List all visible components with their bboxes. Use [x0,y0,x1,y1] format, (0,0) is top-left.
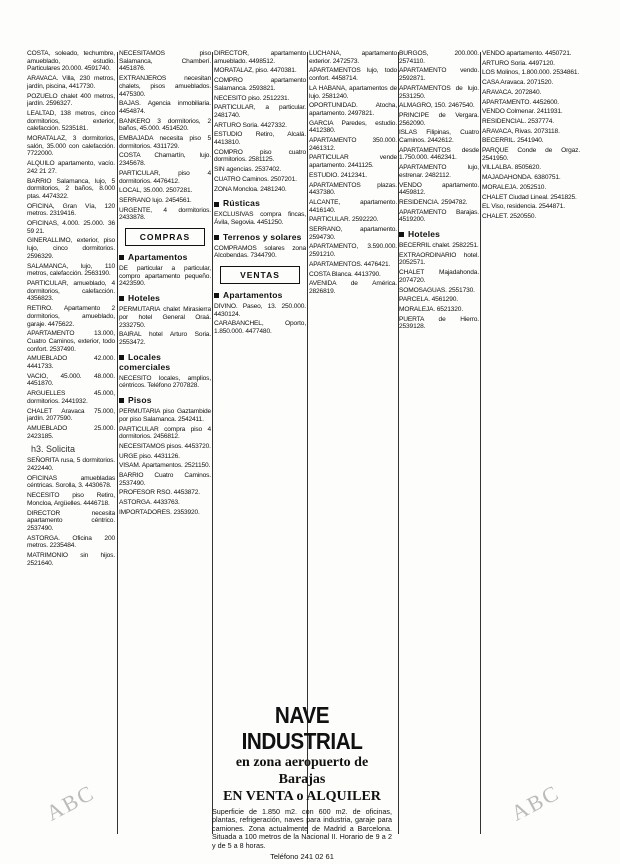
classified-ad: GARCIA Paredes, estudio. 4412380. [309,119,397,135]
classified-ad: MORATALAZ, piso. 4470381. [214,67,297,75]
classified-ad: AMUEBLADO 25.000. 2423185. [27,424,115,440]
column-rule [117,52,118,834]
classified-ad: VENDO Colmenar. 2411931. [482,108,563,116]
classified-ad: AVENIDA de América. 2826819. [309,280,397,295]
classified-ad: APARTAMENTO 350.000. 2461312. [309,137,397,152]
classified-ad: RESIDENCIA. 2594782. [399,198,468,206]
classified-ad: PARTICULAR compra piso 4 dormitorios. 2456812. [119,425,211,441]
classified-ad: PROFESOR RSO. 4453872. [119,489,200,497]
classified-ad: ARTURO Soria. 4427332. [214,121,287,129]
section-heading-label: Apartamentos [128,252,188,263]
classified-ad: ALCANTE, apartamento. 4416140. [309,198,397,214]
ventas-section-box: VENTAS [220,266,300,284]
ad-subheadline: EN VENTA o ALQUILER [223,789,381,804]
classified-ad: EXCLUSIVAS compra fincas, Ávila, Segovia. 4451250. [214,211,306,226]
classified-ad: OFICINAS amuebladas céntricas. Sorolla, 3. 4430678. [27,474,115,490]
classified-ad: OFICINA, Gran Vía, 120 metros. 2319416. [27,202,115,218]
column-4 [309,50,397,694]
section-heading [214,290,306,300]
section-heading-label: Locales comerciales [119,351,171,372]
classified-ad: APARTAMENTO Barajas. 4519200. [399,208,479,224]
ad-headline: NAVE INDUSTRIAL [241,702,363,754]
classified-ad: EMBAJADA necesita piso 5 dormitorios. 4311729. [119,135,211,150]
classified-ad: URGENTE, 4 dormitorios. 2433878. [119,206,211,222]
classified-ad: NECESITAMOS pisos. 4453720. [119,442,211,450]
classified-ad: EL Viso, residencia. 2544871. [482,203,565,211]
classified-ad: ALQUILO apartamento, vacío. 242 21 27. [27,160,115,175]
classified-ad: VENDO apartamento. 4459812. [399,181,479,197]
classified-ad: ASTORGA. Oficina 200 metros. 2235484. [27,534,115,550]
classified-ad: PUERTA de Hierro. 2539128. [399,315,479,331]
classified-ad: SOMOSAGUAS. 2551730. [399,286,475,294]
compras-section-box: COMPRAS [125,228,205,246]
classified-ad: APARTAMENTOS lujo, todo confort. 4458714. [309,67,397,83]
section-heading [119,352,211,372]
classified-ad: SALAMANCA, lujo, 110 metros, calefacción. 2563190. [27,262,115,278]
classified-ad: BECERRIL. 2541940. [482,137,544,145]
ad-body: Superficie de 1.850 m2. con 600 m2. de oficinas, plantas, refrigeración, naves para industria, garaje para camiones. Zona actualmente de Madrid a Barcelona. Situada a 100 metros de la Nacional II. Horario de 9 a 2 y de 5 a 8 horas. [212,807,392,850]
classified-ad: COSTA, soleado, techumbre, amueblado, estudio. Particulares 20.000. 4591740. [27,50,115,73]
section-heading [119,395,211,405]
classified-ad: SIN agencias. 2537402. [214,166,282,174]
classified-ad: APARTAMENTOS desde 1.750.000. 4462341. [399,146,479,162]
classified-ad: VACIO, 45.000. 48.000. 4451870. [27,372,115,388]
classified-ad: PARCELA. 4561290. [399,296,458,304]
classified-ad: DIRECTOR, apartamento amueblado. 4498512. [214,50,306,65]
nave-industrial-ad [212,702,392,862]
classified-ad: EXTRAORDINARIO hotel. 2052571. [399,251,479,267]
classified-ad: CARABANCHEL, Oporto, 1.850.000. 4477480. [214,320,306,336]
classified-ad: ISLAS Filipinas, Cuatro Caminos. 2442612. [399,129,479,145]
classified-ad: URGE piso. 4431126. [119,452,180,460]
classified-ad: ARAVACA. 2072840. [482,88,542,96]
classified-ad: APARTAMENTO, 3.590.000. 2591210. [309,243,397,259]
classified-ad: EXTRANJEROS necesitan chalets, pisos amueblados. 4475300. [119,75,211,98]
column-2 [119,50,211,836]
classified-ad: IMPORTADORES. 2353920. [119,508,200,516]
classified-ad: LUCHANA, apartamento exterior. 2472573. [309,50,397,65]
section-heading-label: Rústicas [223,198,261,209]
classified-ad: CHALET Ciudad Lineal. 2541825. [482,193,577,201]
classified-ad: BAIRAL hotel Arturo Soria. 2553472. [119,331,211,346]
column-6 [482,50,580,836]
classified-ad: COMPRAMOS solares zona Alcobendas. 7344790. [214,244,306,260]
classified-ad: BURGOS, 200.000. 2574110. [399,50,479,65]
classified-ad: PARTICULAR, amueblado, 4 dormitorios, calefacción. 4356823. [27,279,115,303]
classified-ad: RETIRO. Apartamento 2 dormitorios, amueblado, garaje. 4475622. [27,305,115,328]
classified-ad: PARTICULAR. 2592220. [309,216,379,224]
classified-ad: PARTICULAR, a particular. 2481740. [214,104,306,119]
section-heading-label: Apartamentos [223,290,283,301]
bullet-square-icon [214,293,219,298]
classified-ad: DE particular a particular, compro apartamento pequeño. 2423590. [119,265,211,288]
classified-ad: PRINCIPE de Vergara. 2562090. [399,111,479,127]
classified-ad: OPORTUNIDAD. Atocha, apartamento. 2497821. [309,102,397,117]
classified-ad: VISAM. Apartamentos. 2521150. [119,462,211,470]
classified-ad: BARRIO Cuatro Caminos. 2537490. [119,472,211,487]
classified-ad: DIRECTOR necesita apartamento céntrico. 2537490. [27,509,115,532]
classified-ad: PERMUTARIA piso Gaztambide por piso Salamanca. 2542411. [119,408,211,423]
section-heading-label: Pisos [128,395,152,406]
classified-ad: GINERALLIMO, exterior, piso lujo, cinco dormitorios. 2596329. [27,237,115,260]
classified-ad: NECESITAMOS piso Salamanca, Chamberí. 4451876. [119,50,211,73]
classified-ad: ZONA Moncloa. 2481240. [214,185,287,193]
classified-ad: OFICINAS, 4.000. 25.000. 36 59 21. [27,220,115,235]
classified-ad: ARTURO Soria. 4497120. [482,59,555,67]
bullet-square-icon [119,296,124,301]
classified-ad: ARGUELLES 45.000, dormitorios. 2441932. [27,390,115,405]
bullet-square-icon [214,202,219,207]
classified-ad: APARTAMENTO lujo, estrenar. 2482112. [399,164,479,179]
classified-ad: MATRIMONIO sin hijos. 2521640. [27,552,115,567]
classified-ad: SEÑORITA rusa, 5 dormitorios. 2422440. [27,457,115,473]
classified-ad: VILLALBA. 8505620. [482,164,541,172]
classified-ad: APARTAMENTO vendo. 2592871. [399,67,479,83]
classified-ad: CHALET Aravaca 75.000, jardín. 2077590. [27,407,115,423]
classified-ad: MORALEJA. 6521320. [399,305,464,313]
column-rule [480,52,481,834]
ad-subheadline: en zona aeropuerto de Barajas [235,755,369,787]
section-heading [119,252,211,262]
classified-ad: ESTUDIO Retiro, Alcalá. 4413810. [214,131,306,147]
bullet-square-icon [119,255,124,260]
classified-ad: COMPRO apartamento Salamanca. 2593821. [214,77,306,92]
classified-ad: SERRANO, apartamento. 2594730. [309,226,397,241]
section-heading-label: Hoteles [128,293,161,304]
section-heading-label: Terrenos y solares [223,231,302,242]
classified-ad: LEALTAD, 138 metros, cinco dormitorios, exterior, calefacción. 5235181. [27,109,115,133]
classified-ad: VENDO apartamento. 4450721. [482,50,572,57]
column-1 [27,50,115,836]
classified-ad: POZUELO chalet 400 metros, jardín. 2596327. [27,92,115,108]
classified-ad: COSTA Blanca. 4413790. [309,270,381,278]
abc-watermark: ABC [41,779,99,826]
classified-ad: PARQUE Conde de Orgaz. 2541950. [482,147,580,162]
classified-ad: COMPRO piso cuatro dormitorios. 2581125. [214,148,306,164]
classified-ad: NECESITO piso. 2512231. [214,94,290,102]
bullet-square-icon [399,232,404,237]
classified-ad: CUATRO Caminos. 2507201. [214,175,297,183]
column-5 [399,50,479,836]
classified-ad: MORATALAZ, 3 dormitorios, salón, 35.000 con calefacción. 7722000. [27,135,115,158]
section-heading [214,232,306,242]
section-heading-label: Hoteles [408,229,441,240]
classified-ad: MORALEJA. 2052510. [482,183,547,191]
classified-ad: NECESITO piso Retiro, Moncloa, Argüelles. 4446718. [27,492,115,507]
classified-ad: BANKERO 3 dormitorios, 2 baños, 45.000. 4514520. [119,117,211,133]
classified-ad: BECERRIL chalet. 2582251. [399,242,479,250]
section-heading [214,198,306,208]
classified-ad: CASA Aravaca. 2071520. [482,79,554,87]
classified-ad: PARTICULAR, piso 4 dormitorios. 4476412. [119,169,211,185]
ad-phone: Teléfono 241 02 61 [270,852,334,862]
classified-ad: ARAVACA, Rivas. 2073118. [482,127,560,135]
classified-ad: CHALET. 2520550. [482,212,537,220]
classified-ad: BAJAS. Agencia inmobiliaria. 4454874. [119,100,211,115]
section-heading: h3. Solicita [31,444,76,455]
classified-ad: APARTAMENTO 13.000, Cuatro Caminos, exterior, todo confort. 2537490. [27,330,115,353]
classified-ad: CHALET Majadahonda. 2074720. [399,269,479,284]
classified-ad: LOS Molinos, 1.800.000. 2534861. [482,69,580,77]
section-heading [119,293,211,303]
bullet-square-icon [119,355,124,360]
abc-watermark: ABC [506,779,564,826]
classified-ad: PERMUTARIA chalet Mirasierra por hotel General Oraá. 2332750. [119,306,211,329]
classified-ad: LOCAL, 35.000. 2507281. [119,187,193,195]
classified-ad: PARTICULAR vende apartamento. 2441125. [309,154,397,170]
classified-ad: AMUEBLADO 42.000. 4441733. [27,355,115,371]
classified-ad: ARAVACA. Villa, 230 metros, jardín, piscina, 4417730. [27,75,115,90]
classified-ad: APARTAMENTO. 4452600. [482,98,559,106]
classified-ad: MAJADAHONDA. 6380751. [482,174,561,182]
column-3 [214,50,306,694]
classified-ad: ALMAGRO, 150. 2467540. [399,102,475,110]
classified-ad: APARTAMENTOS plazas. 4437380. [309,181,397,197]
classified-ad: SERRANO lujo. 2454561. [119,196,192,204]
classified-ad: LA HABANA, apartamentos de lujo. 2581240. [309,84,397,100]
classified-ad: BARRIO Salamanca, lujo, 5 dormitorios, 2 baños, 8.000 ptas. 4474322. [27,177,115,200]
classified-ad: COSTA Chamartín, lujo. 2345678. [119,152,211,168]
classified-ad: APARTAMENTOS de lujo. 2531250. [399,84,479,100]
classified-ad: NECESITO locales, amplios, céntricos. Teléfono 2707828. [119,374,211,390]
classified-ad: RESIDENCIAL. 2537774. [482,117,554,125]
classified-ad: APARTAMENTOS. 4476421. [309,260,391,268]
section-heading [399,229,479,239]
bullet-square-icon [119,398,124,403]
classified-ad: DIVINO. Paseo, 13. 250.000. 4430124. [214,303,306,318]
classified-ad: ASTORGA. 4433763. [119,499,180,507]
bullet-square-icon [214,235,219,240]
classified-ad: ESTUDIO. 2412341. [309,171,367,179]
